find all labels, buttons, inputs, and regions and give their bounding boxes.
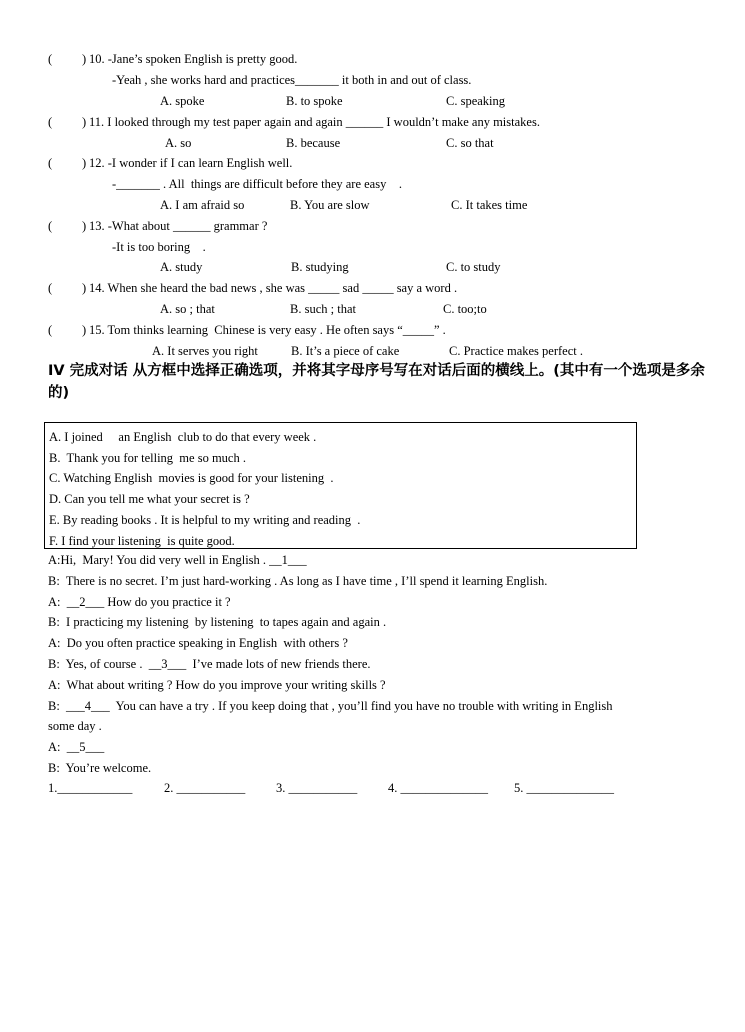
dialogue-line: A: __5___: [48, 740, 105, 754]
option-b: B. because: [286, 136, 341, 150]
box-option-d: D. Can you tell me what your secret is ?: [49, 492, 250, 506]
answer-paren-open: (: [48, 219, 53, 233]
option-b: B. It’s a piece of cake: [291, 344, 400, 358]
option-a: A. It serves you right: [152, 344, 258, 358]
option-c: C. to study: [446, 260, 501, 274]
dialogue-line: A:Hi, Mary! You did very well in English . __1___: [48, 553, 307, 567]
option-a: A. so: [165, 136, 192, 150]
answer-paren-open: (: [48, 52, 53, 66]
option-a: A. study: [160, 260, 203, 274]
dialogue-line: B: ___4___ You can have a try . If you keep doing that , you’ll find you have no trouble with writing in English: [48, 699, 613, 713]
question-stem: 13. -What about ______ grammar ?: [89, 219, 268, 233]
question-stem: 11. I looked through my test paper again and again ______ I wouldn’t make any mistakes.: [89, 115, 540, 129]
answer-blank-5[interactable]: 5. ______________: [514, 781, 614, 795]
dialogue-line: A: __2___ How do you practice it ?: [48, 595, 231, 609]
question-stem-reply: -Yeah , she works hard and practices_______ it both in and out of class.: [112, 73, 472, 87]
option-a: A. so ; that: [160, 302, 215, 316]
question-stem: 10. -Jane’s spoken English is pretty good.: [89, 52, 298, 66]
question-stem: 12. -I wonder if I can learn English well.: [89, 156, 293, 170]
dialogue-line: B: I practicing my listening by listening to tapes again and again .: [48, 615, 387, 629]
option-c: C. It takes time: [451, 198, 528, 212]
answer-paren-close: ): [82, 115, 87, 129]
box-option-a: A. I joined an English club to do that every week .: [49, 430, 317, 444]
dialogue-line: B: There is no secret. I’m just hard-working . As long as I have time , I’ll spend it learning English.: [48, 574, 548, 588]
option-a: A. I am afraid so: [160, 198, 245, 212]
answer-paren-open: (: [48, 115, 53, 129]
answer-blank-3[interactable]: 3. ___________: [276, 781, 358, 795]
answer-blank-2[interactable]: 2. ___________: [164, 781, 246, 795]
option-c: C. Practice makes perfect .: [449, 344, 583, 358]
answer-paren-close: ): [82, 219, 87, 233]
answer-paren-close: ): [82, 156, 87, 170]
box-option-c: C. Watching English movies is good for your listening .: [49, 471, 334, 485]
dialogue-line: A: Do you often practice speaking in English with others ?: [48, 636, 348, 650]
dialogue-line: A: What about writing ? How do you improve your writing skills ?: [48, 678, 386, 692]
option-c: C. too;to: [443, 302, 487, 316]
answer-paren-close: ): [82, 323, 87, 337]
answer-paren-close: ): [82, 281, 87, 295]
answer-blank-4[interactable]: 4. ______________: [388, 781, 488, 795]
options-box: [44, 422, 637, 549]
option-b: B. such ; that: [290, 302, 356, 316]
question-stem: 14. When she heard the bad news , she was _____ sad _____ say a word .: [89, 281, 458, 295]
answer-blank-1[interactable]: 1.____________: [48, 781, 133, 795]
option-b: B. studying: [291, 260, 349, 274]
dialogue-line: some day .: [48, 719, 102, 733]
option-a: A. spoke: [160, 94, 205, 108]
option-b: B. to spoke: [286, 94, 343, 108]
option-c: C. speaking: [446, 94, 506, 108]
box-option-e: E. By reading books . It is helpful to my writing and reading .: [49, 513, 361, 527]
answer-paren-open: (: [48, 156, 53, 170]
question-stem-reply: -_______ . All things are difficult before they are easy .: [112, 177, 402, 191]
dialogue-line: B: You’re welcome.: [48, 761, 152, 775]
answer-paren-close: ): [82, 52, 87, 66]
box-option-f: F. I find your listening is quite good.: [49, 534, 235, 548]
dialogue-line: B: Yes, of course . __3___ I’ve made lots of new friends there.: [48, 657, 371, 671]
question-stem-reply: -It is too boring .: [112, 240, 206, 254]
answer-paren-open: (: [48, 281, 53, 295]
box-option-b: B. Thank you for telling me so much .: [49, 451, 246, 465]
option-c: C. so that: [446, 136, 494, 150]
question-stem: 15. Tom thinks learning Chinese is very easy . He often says “_____” .: [89, 323, 446, 337]
section-title: IV 完成对话 从方框中选择正确选项，并将其字母序号写在对话后面的横线上。(其中有一个选项是多余的): [48, 363, 705, 401]
option-b: B. You are slow: [290, 198, 370, 212]
answer-paren-open: (: [48, 323, 53, 337]
